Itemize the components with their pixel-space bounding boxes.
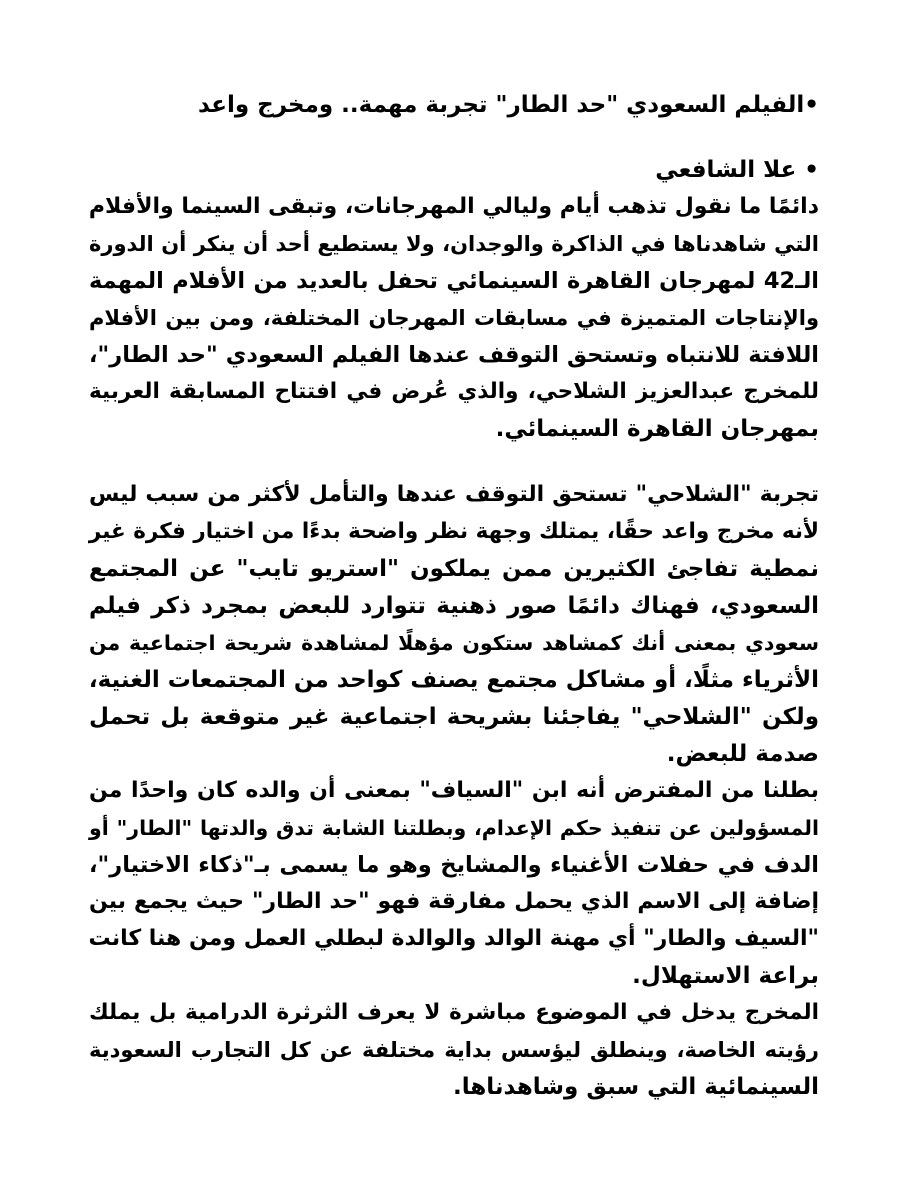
paragraph-line: صدمة للبعض. [666,741,819,767]
author-byline: • علا الشافعي [655,157,819,183]
paragraph-line: سعودي بمعنى أنك كمشاهد ستكون مؤهلًا لمشاهدة شريحة اجتماعية من [89,631,819,655]
paragraph-line: الأثرياء مثلًا، أو مشاكل مجتمع يصنف كواحد من المجتمعات الغنية، [88,667,819,693]
paragraph-line: دائمًا ما نقول تذهب أيام وليالي المهرجانات، وتبقى السينما والأفلام [88,194,819,219]
paragraph-line: الدف في حفلات الأغنياء والمشايخ وهو ما يسمى بـ"ذكاء الاختيار"، [89,852,819,878]
paragraph-line: نمطية تفاجئ الكثيرين ممن يملكون "استريو تايب" عن المجتمع [89,556,819,582]
article-title: •الفيلم السعودي "حد الطار" تجربة مهمة.. ومخرج واعد [197,92,819,118]
paragraph-line: "السيف والطار" أي مهنة الوالد والوالدة لبطلي العمل ومن هنا كانت [88,926,819,951]
paragraph-line: اللافتة للانتباه وتستحق التوقف عندها الفيلم السعودي "حد الطار"، [89,342,819,368]
paragraph-line: بمهرجان القاهرة السينمائي. [495,416,819,442]
paragraph-line: والإنتاجات المتميزة في مسابقات المهرجان المختلفة، ومن بين الأفلام [89,306,819,330]
paragraph-line: الـ42 لمهرجان القاهرة السينمائي تحفل بالعديد من الأفلام المهمة [89,268,819,294]
paragraph-line: رؤيته الخاصة، وينطلق ليؤسس بداية مختلفة عن كل التجارب السعودية [89,1038,819,1062]
paragraph-line: تجربة "الشلاحي" تستحق التوقف عندها والتأمل لأكثر من سبب ليس [89,482,819,507]
paragraph-line: المخرج يدخل في الموضوع مباشرة لا يعرف الثرثرة الدرامية بل يملك [89,1000,819,1025]
paragraph-line: براعة الاستهلال. [632,963,819,989]
paragraph-line: للمخرج عبدالعزيز الشلاحي، والذي عُرض في افتتاح المسابقة العربية [89,379,819,404]
paragraph-line: السينمائية التي سبق وشاهدناها. [452,1074,819,1100]
paragraph-line: التي شاهدناها في الذاكرة والوجدان، ولا يستطيع أحد أن ينكر أن الدورة [89,232,819,256]
paragraph-line: المسؤولين عن تنفيذ حكم الإعدام، وبطلتنا الشابة تدق والدتها "الطار" أو [89,816,819,840]
paragraph-line: ولكن "الشلاحي" يفاجئنا بشريحة اجتماعية غير متوقعة بل تحمل [89,704,819,730]
paragraph-line: بطلنا من المفترض أنه ابن "السياف" بمعنى أن والده كان واحدًا من [89,778,819,803]
paragraph-line: السعودي، فهناك دائمًا صور ذهنية تتوارد للبعض بمجرد ذكر فيلم [89,593,819,619]
paragraph-line: إضافة إلى الاسم الذي يحمل مفارقة فهو "حد الطار" حيث يجمع بين [89,889,819,914]
paragraph-line: لأنه مخرج واعد حقًا، يمتلك وجهة نظر واضحة بدءًا من اختيار فكرة غير [88,519,819,544]
